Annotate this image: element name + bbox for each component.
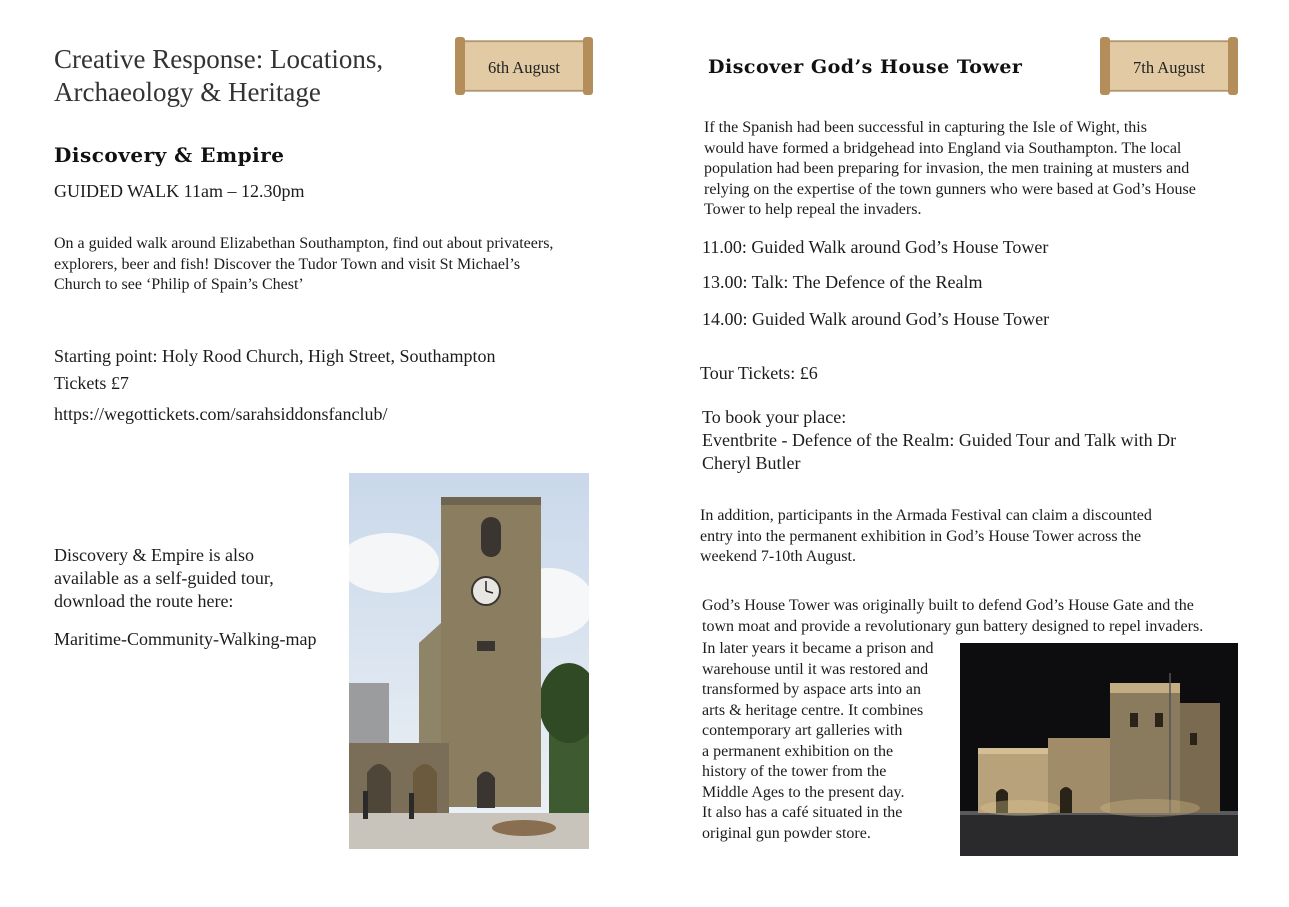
- date-badge-6th-august: 6th August: [453, 37, 595, 95]
- history-paragraph: God’s House Tower was originally built to defend God’s House Gate and the town moat and provide a revolutionary gun battery designed to repel invaders.: [702, 597, 1204, 635]
- holy-rood-church-photo: [349, 473, 589, 849]
- intro-paragraph: If the Spanish had been successful in capturing the Isle of Wight, this would have formed a bridgehead into England via Southampton. The local population had been preparing for invasion, the men training at musters and relying on the expertise of the town gunners who were based at God’s House Tower to help repeal the invaders.: [704, 119, 1196, 218]
- guided-walk-time: GUIDED WALK 11am – 12.30pm: [54, 181, 305, 201]
- ticket-link[interactable]: https://wegottickets.com/sarahsiddonsfanclub/: [54, 404, 388, 424]
- starting-point: Starting point: Holy Rood Church, High Street, Southampton: [54, 346, 496, 366]
- walking-map-link[interactable]: Maritime-Community-Walking-map: [54, 629, 317, 649]
- right-page-heading: Discover God’s House Tower: [708, 56, 1023, 78]
- walk-description: On a guided walk around Elizabethan Southampton, find out about privateers, explorers, beer and fish! Discover the Tudor Town and visit St Michael’s Church to see ‘Philip of Spain’s Chest’: [54, 235, 554, 293]
- tickets-price: Tickets £7: [54, 373, 129, 393]
- schedule-item: 11.00: Guided Walk around God’s House Tower: [702, 237, 1049, 257]
- schedule-item: 13.00: Talk: The Defence of the Realm: [702, 272, 983, 292]
- gods-house-tower-photo: [960, 643, 1238, 856]
- eventbrite-booking-link[interactable]: Eventbrite - Defence of the Realm: Guided Tour and Talk with Dr Cheryl Butler: [702, 430, 1177, 473]
- section-heading-discovery-empire: Discovery & Empire: [54, 143, 285, 167]
- self-guided-note: Discovery & Empire is also available as a self-guided tour, download the route here:: [54, 545, 274, 611]
- tour-tickets-price: Tour Tickets: £6: [700, 363, 818, 383]
- date-badge-7th-august: 7th August: [1098, 37, 1240, 95]
- schedule-item: 14.00: Guided Walk around God’s House Tower: [702, 309, 1050, 329]
- left-page-title: Creative Response: Locations, Archaeology & Heritage: [54, 44, 384, 107]
- history-paragraph-wrapped: In later years it became a prison and warehouse until it was restored and transformed by aspace arts into an arts & heritage centre. It combines contemporary art galleries with a permanent exhibition on the history of the tower from the Middle Ages to the present day. It also has a café situated in the original gun powder store.: [702, 640, 934, 842]
- discount-paragraph: In addition, participants in the Armada Festival can claim a discounted entry into the permanent exhibition in God’s House Tower across the weekend 7-10th August.: [700, 507, 1152, 565]
- book-label: To book your place:: [702, 407, 847, 427]
